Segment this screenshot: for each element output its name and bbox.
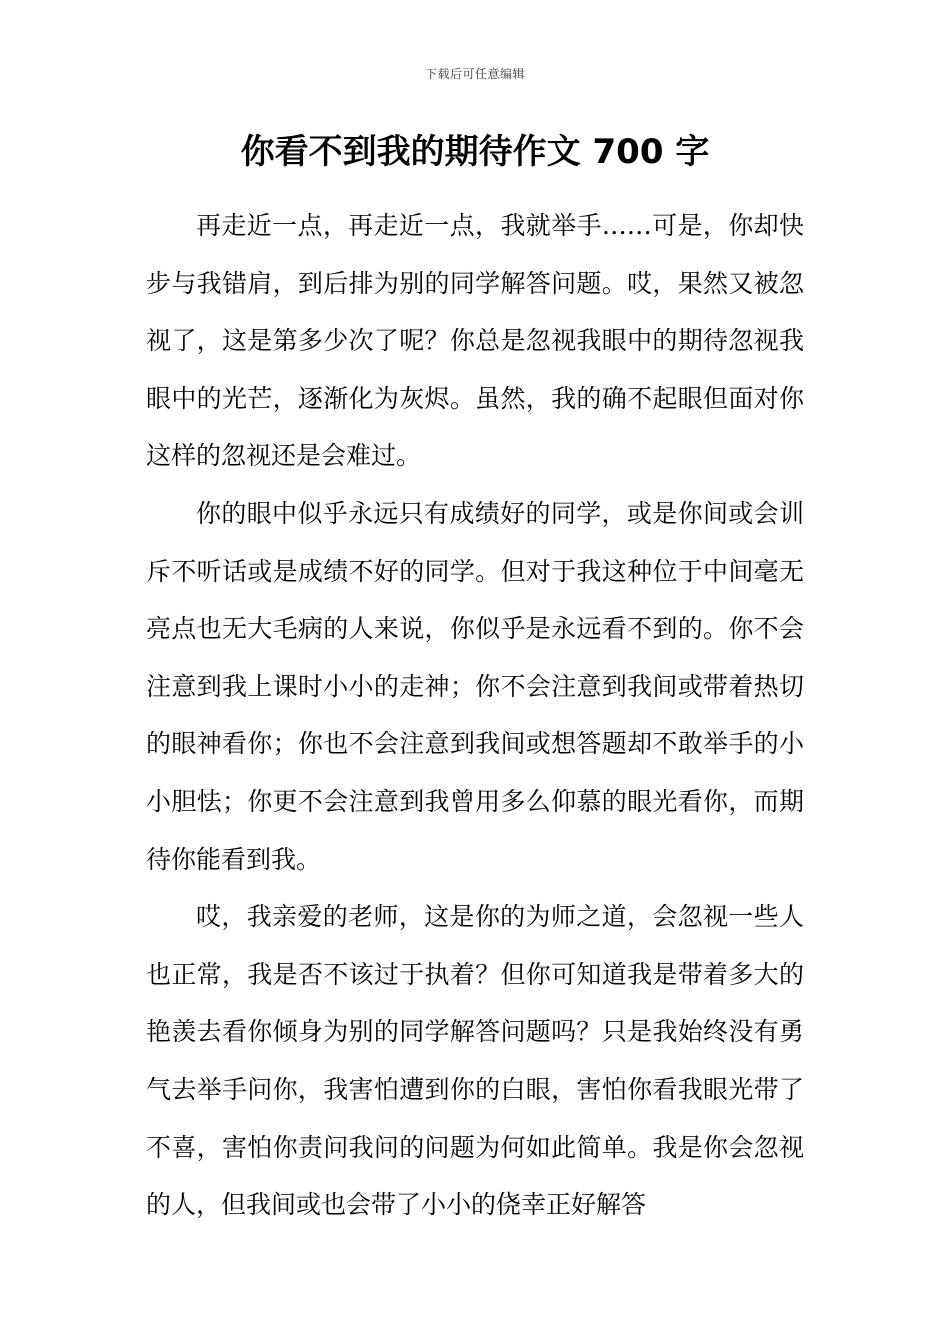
essay-body (146, 197, 804, 1234)
page-title: 你看不到我的期待作文 700 字 (240, 132, 710, 172)
paragraph: 哎，我亲爱的老师，这是你的为师之道，会忽视一些人也正常，我是否不该过于执着？但你可知道我是带着多大的艳羡去看你倾身为别的同学解答问题吗？只是我始终没有勇气去举手问你，我害怕遭到你的白眼，害怕你看我眼光带了不喜，害怕你责问我问的问题为何如此简单。我是你会忽视的人，但我间或也会带了小小的侥幸正好解答 (146, 902, 804, 1220)
header-note: 下载后可任意编辑 (424, 67, 525, 81)
paragraph: 再走近一点，再走近一点，我就举手……可是，你却快步与我错肩，到后排为别的同学解答问题。哎，果然又被忽视了，这是第多少次了呢？你总是忽视我眼中的期待忽视我眼中的光芒，逐渐化为灰烬。虽然，我的确不起眼但面对你这样的忽视还是会难过。 (146, 211, 804, 471)
paragraph: 你的眼中似乎永远只有成绩好的同学，或是你间或会训斥不听话或是成绩不好的同学。但对于我这种位于中间毫无亮点也无大毛病的人来说，你似乎是永远看不到的。你不会注意到我上课时小小的走神；你不会注意到我间或带着热切的眼神看你；你也不会注意到我间或想答题却不敢举手的小小胆怯；你更不会注意到我曾用多么仰慕的眼光看你，而期待你能看到我。 (146, 498, 804, 874)
